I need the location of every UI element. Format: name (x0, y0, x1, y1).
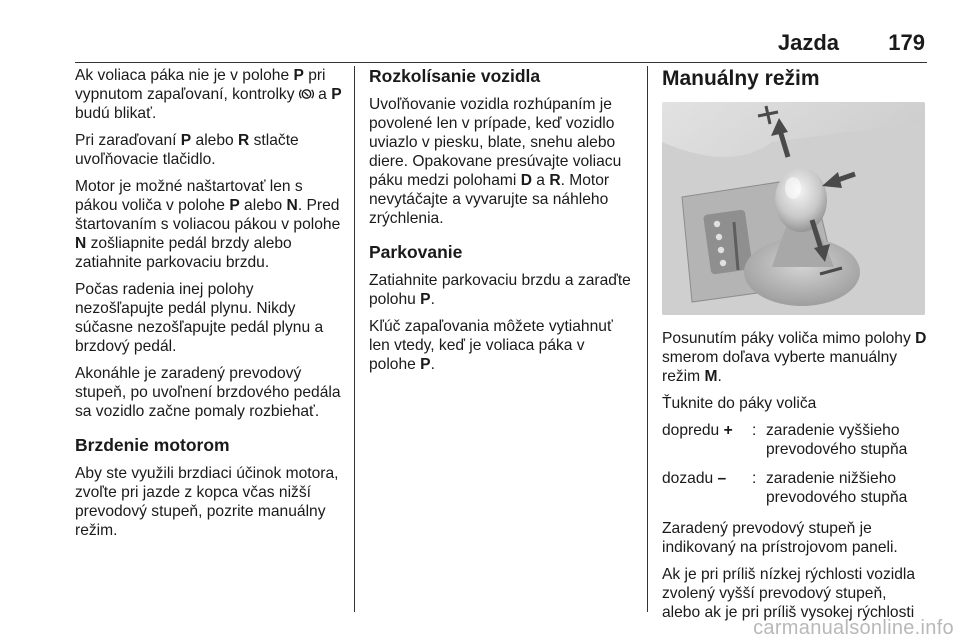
paragraph: Počas radenia inej polohy nezošľapujte pedál plynu. Nikdy súčasne nezošľapujte pedál plynu a brzdový pedál. (75, 281, 324, 355)
paragraph: Motor je možné naštartovať len s pákou voliča v polohe P alebo N. Pred štartovaním s voliacou pákou v polohe N zošliapnite pedál brzdy alebo zatiahnite parkovaciu brzdu. (75, 178, 341, 271)
gear-selector-illustration (662, 102, 925, 315)
column-divider-1 (354, 66, 355, 612)
paragraph: Ak je pri príliš nízkej rýchlosti vozidla zvolený vyšší prevodový stupeň, alebo ak je pri príliš vysokej rýchlosti (662, 566, 916, 621)
paragraph: Posunutím páky voliča mimo polohy D smerom doľava vyberte manuálny režim M. (662, 330, 927, 385)
paragraph: Akonáhle je zaradený prevodový stupeň, po uvoľnení brzdového pedála sa vozidlo začne pomaly rozbiehať. (75, 365, 341, 420)
column-divider-2 (647, 66, 648, 612)
column-1 (75, 66, 345, 548)
definition-downshift: dozadu – : zaradenie nižšieho prevodového stupňa (662, 469, 928, 507)
column-3 (662, 66, 928, 630)
paragraph: Ťuknite do páky voliča (662, 395, 817, 412)
watermark: carmanualsonline.info (753, 617, 954, 639)
heading-parking: Parkovanie (369, 242, 463, 262)
term-forward: dopredu + (662, 422, 733, 439)
paragraph: Uvoľňovanie vozidla rozhúpaním je povolené len v prípade, keď vozidlo uviazlo v piesku, blate, snehu alebo diere. Opakovane presúvajte voliacu páku medzi polohami D a R. Motor nevytáčajte a vyvarujte sa náhleho zrýchlenia. (369, 96, 622, 227)
term-backward: dozadu – (662, 470, 727, 487)
minus-icon: – (717, 470, 727, 487)
paragraph: Kľúč zapaľovania môžete vytiahnuť len vtedy, keď je voliaca páka v polohe P. (369, 318, 613, 373)
gear-selector-photo (662, 102, 925, 315)
definition-upshift: dopredu + : zaradenie vyššieho prevodového stupňa (662, 421, 928, 459)
definition-text: zaradenie nižšieho prevodového stupňa (766, 470, 908, 506)
paragraph: Aby ste využili brzdiaci účinok motora, zvoľte pri jazde z kopca včas nižší prevodový stupeň, pozrite manuálny režim. (75, 465, 339, 539)
paragraph: Zatiahnite parkovaciu brzdu a zaraďte polohu P. (369, 272, 631, 308)
paragraph: Zaradený prevodový stupeň je indikovaný na prístrojovom paneli. (662, 520, 898, 556)
brake-warning-icon (299, 87, 314, 101)
section-title: Jazda (777, 30, 839, 55)
heading-manual-mode: Manuálny režim (662, 67, 820, 90)
header-rule (75, 62, 927, 63)
heading-engine-braking: Brzdenie motorom (75, 435, 230, 455)
heading-rocking: Rozkolísanie vozidla (369, 66, 541, 86)
page-header (75, 24, 927, 54)
paragraph: Ak voliaca páka nie je v polohe P pri vypnutom zapaľovaní, kontrolky a P budú blikať. (75, 67, 342, 122)
column-2 (369, 66, 634, 382)
plus-icon: + (723, 422, 733, 439)
definition-text: zaradenie vyššieho prevodového stupňa (766, 422, 908, 458)
page-number: 179 (888, 30, 925, 55)
paragraph: Pri zaraďovaní P alebo R stlačte uvoľňovacie tlačidlo. (75, 132, 299, 168)
